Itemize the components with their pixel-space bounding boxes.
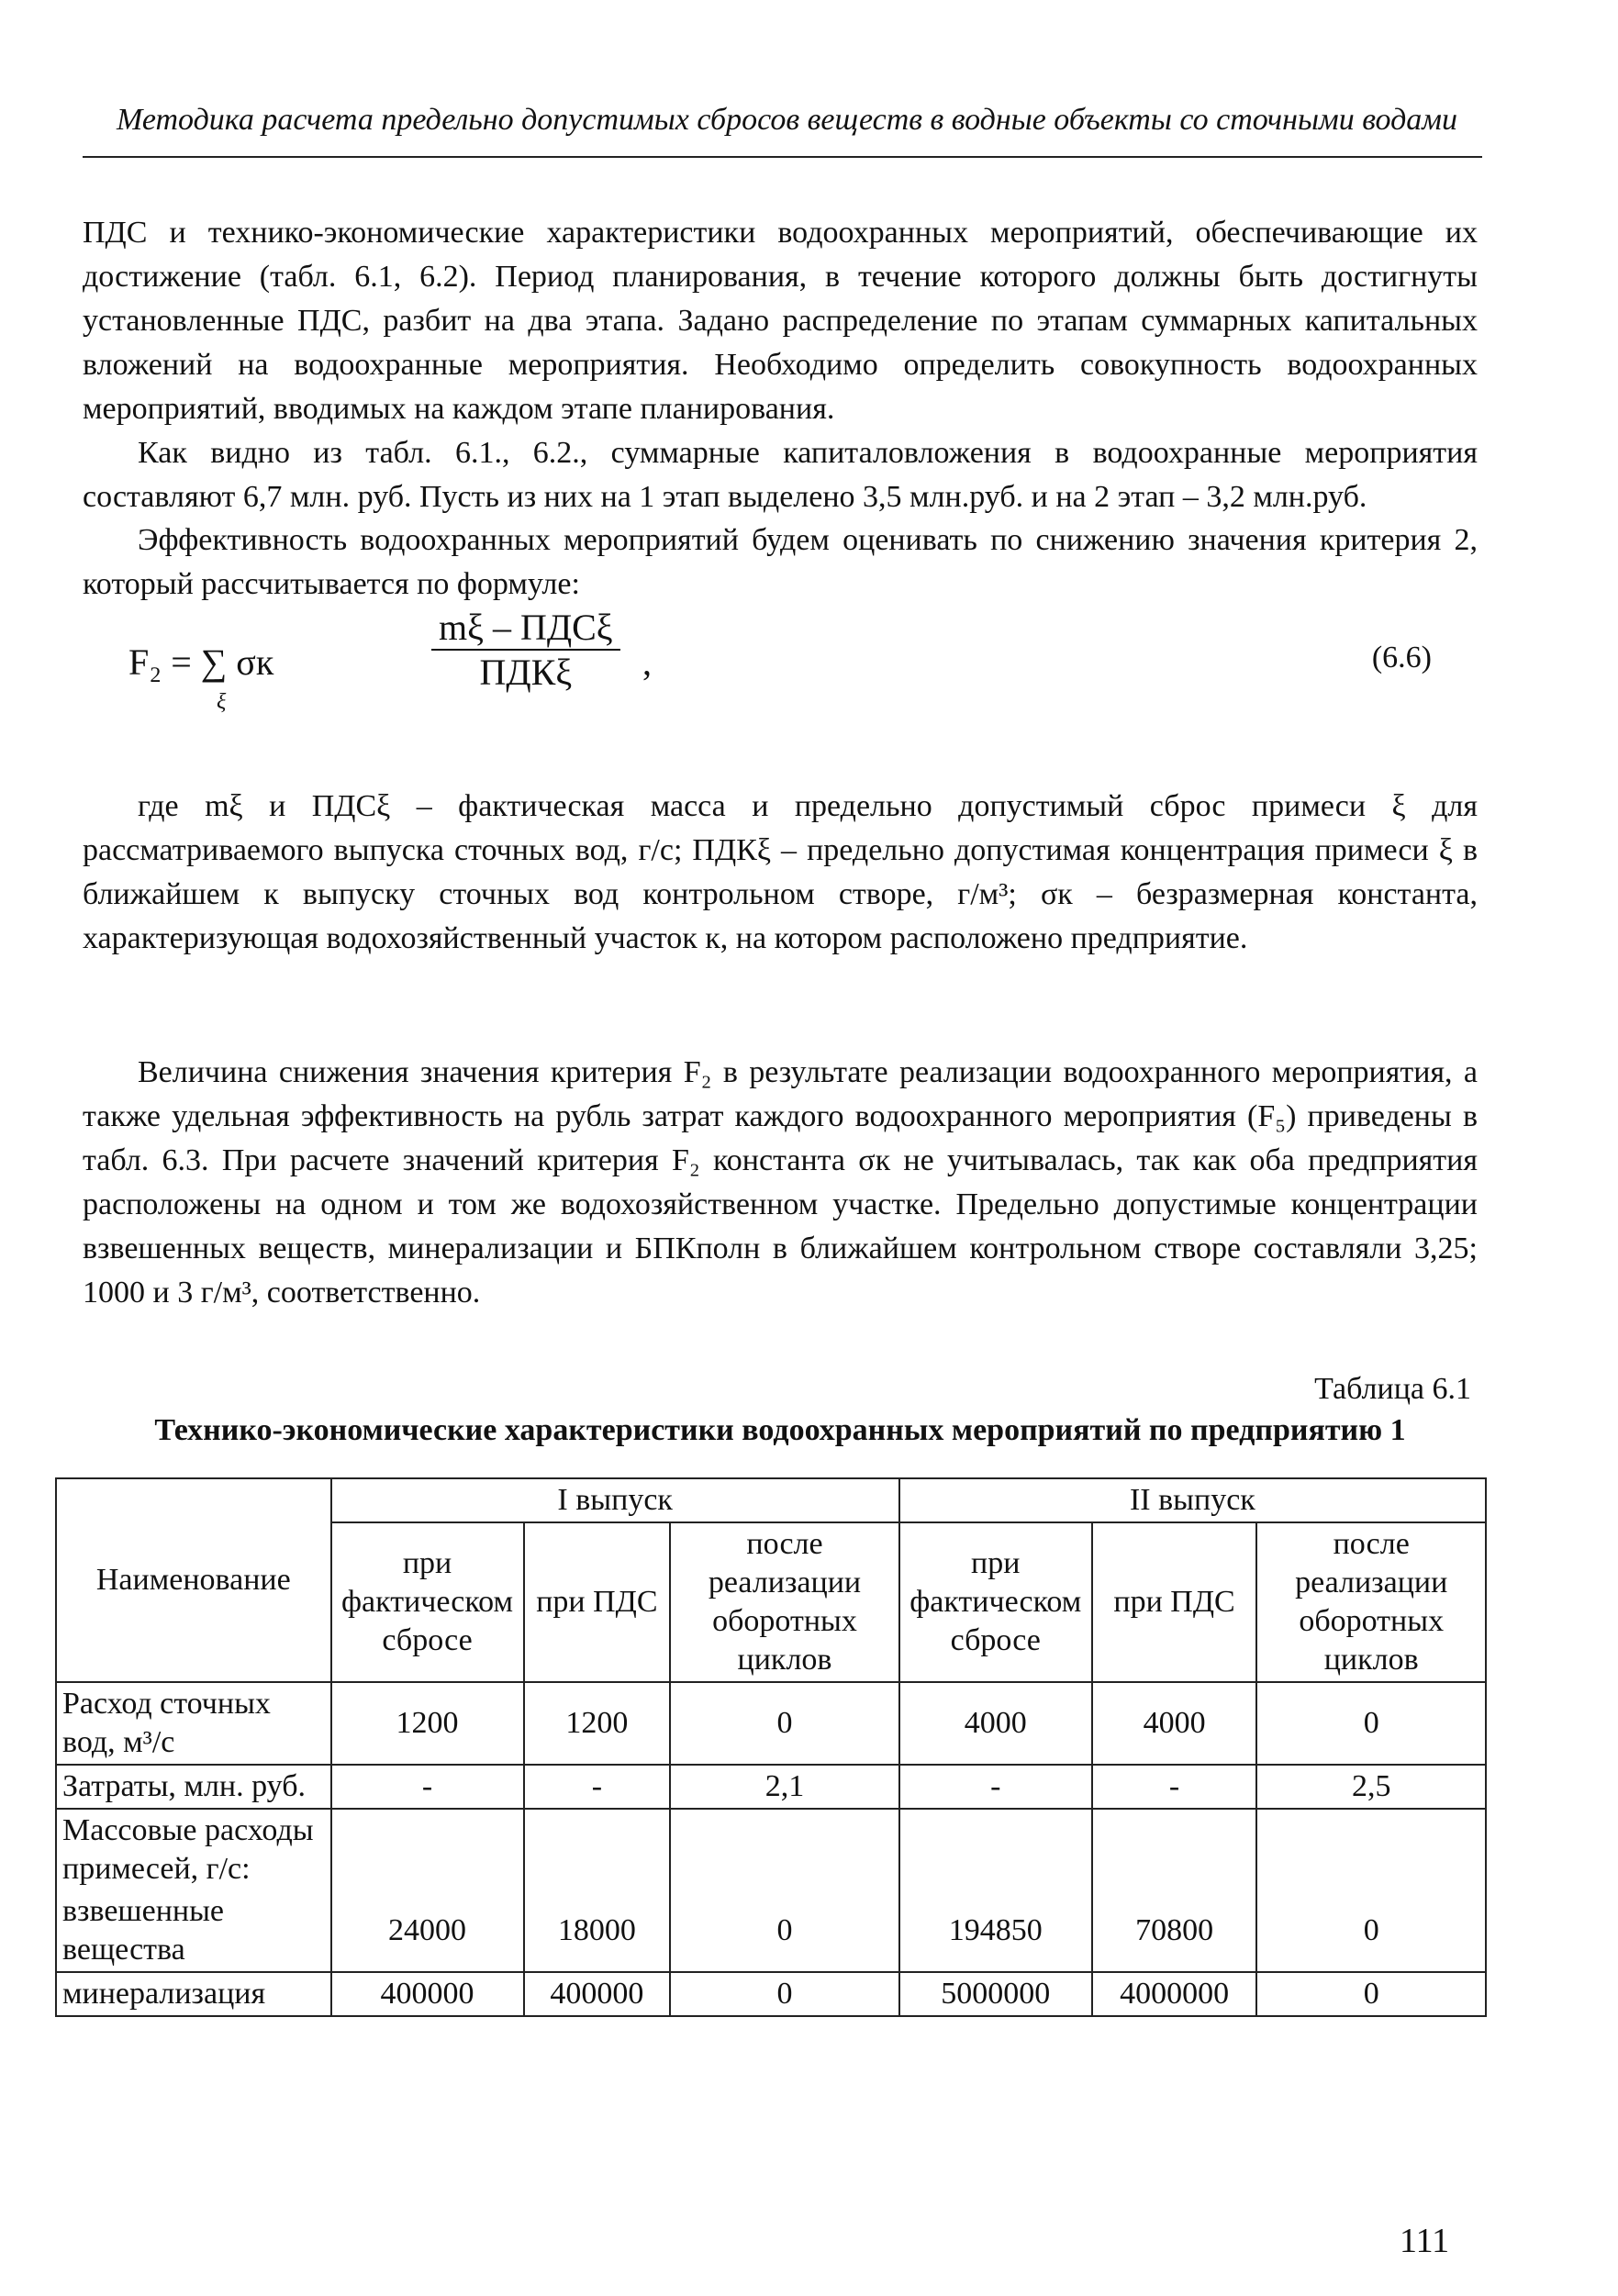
table-cell: 0 [1256, 1682, 1486, 1765]
table-row [56, 1682, 1486, 1765]
table-cell [899, 1809, 1092, 1890]
formula-6-6 [128, 606, 1468, 734]
table-cell: 0 [1256, 1890, 1486, 1972]
table-header-row-1 [56, 1478, 1486, 1522]
table-cell: 4000 [899, 1682, 1092, 1765]
table-row [56, 1890, 1486, 1972]
header-name-cell: Наименование [56, 1478, 331, 1682]
table-cell: - [1092, 1765, 1257, 1809]
row-name: минерализация [56, 1972, 331, 2016]
row-name: Затраты, млн. руб. [56, 1765, 331, 1809]
table-cell [524, 1809, 671, 1890]
header-divider [83, 156, 1482, 158]
row-name: Расход сточных вод, м³/с [56, 1682, 331, 1765]
table-cell: 70800 [1092, 1890, 1257, 1972]
table-cell: 2,5 [1256, 1765, 1486, 1809]
table-cell: 400000 [331, 1972, 524, 2016]
subheader-cell: при ПДС [524, 1522, 671, 1682]
table-row [56, 1809, 1486, 1890]
table-cell: 4000000 [1092, 1972, 1257, 2016]
table-cell: 5000000 [899, 1972, 1092, 2016]
table-cell: 1200 [524, 1682, 671, 1765]
equation-number: (6.6) [1371, 641, 1432, 674]
formula-numerator: mξ – ПДСξ [431, 606, 620, 651]
data-table [55, 1477, 1487, 2017]
paragraph-2: Как видно из табл. 6.1., 6.2., суммарные капиталовложения в водоохранные мероприятия составляют 6,7 млн. руб. Пусть из них на 1 этап выделено 3,5 млн.руб. и на 2 этап – 3,2 млн.руб. [83, 436, 1478, 514]
table-cell: 194850 [899, 1890, 1092, 1972]
formula-fraction [431, 606, 620, 694]
table-cell: 2,1 [670, 1765, 899, 1809]
table-cell: 1200 [331, 1682, 524, 1765]
table-row [56, 1972, 1486, 2016]
table-cell: 0 [670, 1972, 899, 2016]
table-cell: 4000 [1092, 1682, 1257, 1765]
table-cell: - [331, 1765, 524, 1809]
table-cell: 0 [670, 1682, 899, 1765]
table-cell: - [524, 1765, 671, 1809]
formula-sum-index: ξ [217, 690, 227, 714]
subheader-cell: после реализации оборотных циклов [670, 1522, 899, 1682]
paragraph-1: ПДС и технико-экономические характеристики водоохранных мероприятий, обеспечивающие их достижение (табл. 6.1, 6.2). Период планирования, в течение которого должны быть достигнуты установленные ПДС, разбит на два этапа. Задано распределение по этапам суммарных капитальных вложений на водоохранные мероприятия. Необходимо определить совокупность водоохранных мероприятий, вводимых на каждом этапе планирования. [83, 216, 1478, 426]
table-cell: 18000 [524, 1890, 671, 1972]
formula-lhs: F₂ = ∑ σк [128, 641, 274, 683]
table-cell: 400000 [524, 1972, 671, 2016]
formula-trailing-comma: , [642, 641, 652, 683]
formula-denominator: ПДКξ [479, 652, 573, 693]
paragraph-5: Величина снижения значения критерия F₂ в результате реализации водоохранного мероприятия, а также удельная эффективность на рубль затрат каждого водоохранного мероприятия (F₅) приведены в табл. 6.3. При расчете значений критерия F₂ константа σк не учитывалась, так как оба предприятия расположены на одном и том же водохозяйственном участке. Предельно допустимые концентрации взвешенных веществ, минерализации и БПКполн в ближайшем контрольном створе составляли 3,25; 1000 и 3 г/м³, соответственно. [83, 1055, 1478, 1310]
paragraph-3: Эффективность водоохранных мероприятий будем оценивать по снижению значения критерия 2, который рассчитывается по формуле: [83, 523, 1478, 601]
table-cell: 0 [670, 1890, 899, 1972]
table-cell [1256, 1809, 1486, 1890]
page-number: 111 [1400, 2222, 1450, 2260]
header-group-1: I выпуск [331, 1478, 899, 1522]
row-name: Массовые расходы примесей, г/с: [56, 1809, 331, 1890]
subheader-cell: при ПДС [1092, 1522, 1257, 1682]
table-row [56, 1765, 1486, 1809]
table-title: Технико-экономические характеристики водоохранных мероприятий по предприятию 1 [154, 1413, 1406, 1447]
subheader-cell: при фактическом сбросе [899, 1522, 1092, 1682]
table-cell: 24000 [331, 1890, 524, 1972]
table-label: Таблица 6.1 [1314, 1372, 1471, 1406]
table-cell [1092, 1809, 1257, 1890]
subheader-cell: после реализации оборотных циклов [1256, 1522, 1486, 1682]
table-cell [331, 1809, 524, 1890]
table-cell [670, 1809, 899, 1890]
subheader-cell: при фактическом сбросе [331, 1522, 524, 1682]
table-cell: 0 [1256, 1972, 1486, 2016]
header-group-2: II выпуск [899, 1478, 1486, 1522]
table-cell: - [899, 1765, 1092, 1809]
running-header: Методика расчета предельно допустимых сбросов веществ в водные объекты со сточными водами [117, 103, 1457, 137]
paragraph-4: где mξ и ПДСξ – фактическая масса и предельно допустимый сброс примеси ξ для рассматриваемого выпуска сточных вод, г/с; ПДКξ – предельно допустимая концентрация примеси ξ в ближайшем к выпуску сточных вод контрольном створе, г/м³; σк – безразмерная константа, характеризующая водохозяйственный участок к, на котором расположено предприятие. [83, 789, 1478, 955]
row-name: взвешенные вещества [56, 1890, 331, 1972]
